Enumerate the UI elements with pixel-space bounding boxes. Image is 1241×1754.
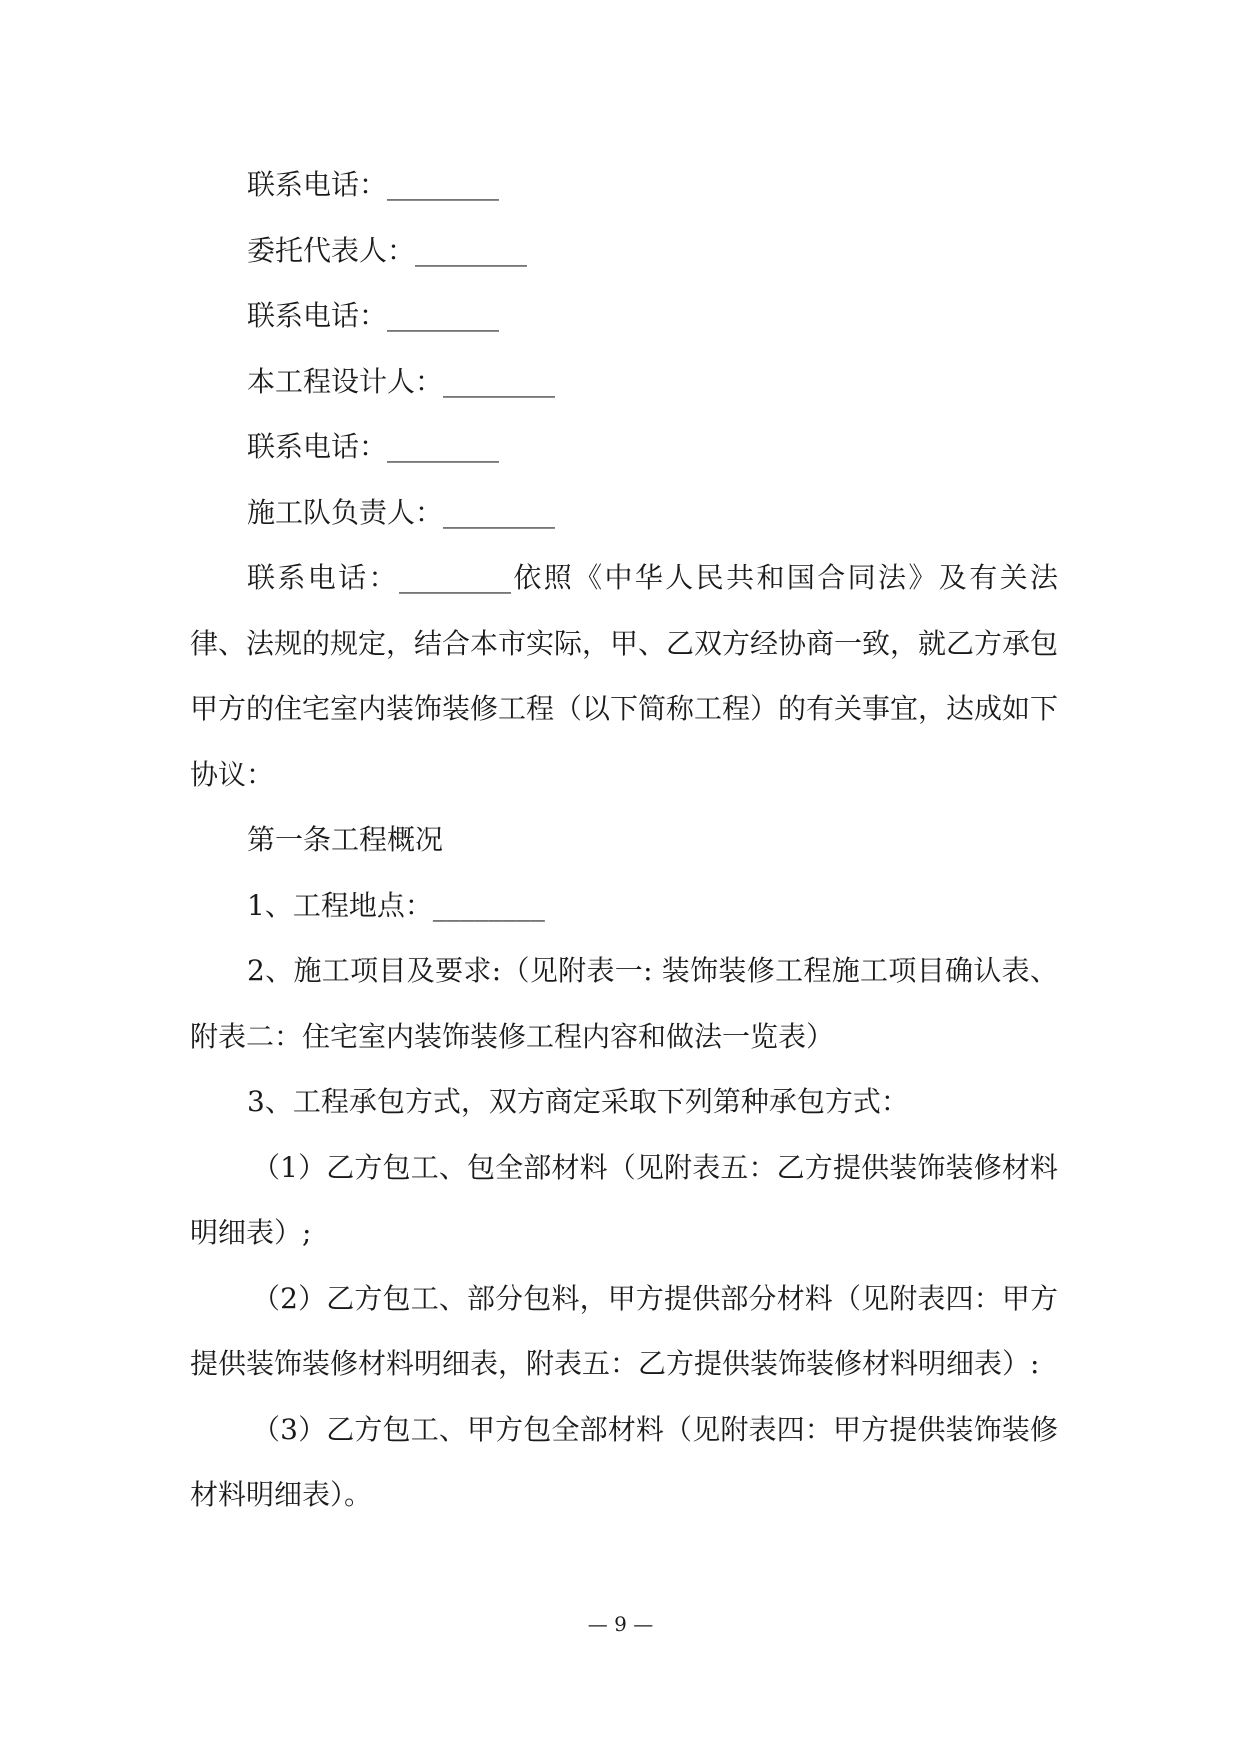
option-3: （3）乙方包工、甲方包全部材料（见附表四：甲方提供装饰装修材料明细表）。 — [190, 1412, 1058, 1511]
option-2: （2）乙方包工、部分包料，甲方提供部分材料（见附表四：甲方提供装饰装修材料明细表，附表五：乙方提供装饰装修材料明细表）: — [190, 1281, 1058, 1380]
field-team-leader — [190, 480, 1058, 546]
field-blank: ________ — [443, 364, 556, 398]
field-label: 联系电话： — [247, 168, 388, 201]
item-1-blank: ________ — [432, 888, 545, 922]
intro-blank: ________ — [398, 561, 511, 594]
item-2: 2、施工项目及要求:（见附表一: 装饰装修工程施工项目确认表、附表二：住宅室内装饰装修工程内容和做法一览表） — [190, 954, 1058, 1053]
field-label: 本工程设计人： — [247, 364, 444, 398]
item-1 — [190, 873, 1058, 939]
intro-text: 依照《中华人民共和国合同法》及有关法律、法规的规定，结合本市实际，甲、乙双方经协商一致，就乙方承包甲方的住宅室内装饰装修工程（以下简称工程）的有关事宜，达成如下协议： — [190, 561, 1059, 791]
field-designer — [190, 349, 1058, 415]
field-phone-3 — [190, 414, 1058, 480]
field-label: 联系电话： — [247, 299, 388, 332]
field-blank: ________ — [387, 430, 500, 463]
field-blank: ________ — [415, 233, 528, 267]
field-phone-1 — [190, 152, 1058, 218]
field-label: 委托代表人： — [247, 233, 416, 267]
page-number: — 9 — — [587, 1612, 654, 1636]
intro-paragraph — [190, 545, 1058, 807]
option-1: （1）乙方包工、包全部材料（见附表五：乙方提供装饰装修材料明细表）; — [190, 1150, 1058, 1249]
article-title: 第一条工程概况 — [247, 823, 444, 856]
intro-label: 联系电话： — [247, 561, 399, 594]
document-body — [190, 152, 1058, 1528]
item-1-label: 1、工程地点： — [247, 888, 433, 922]
item-3: 3、工程承包方式，双方商定采取下列第种承包方式： — [247, 1085, 909, 1118]
field-delegate — [190, 218, 1058, 284]
field-blank: ________ — [443, 495, 556, 529]
field-label: 施工队负责人： — [247, 495, 444, 529]
field-blank: ________ — [387, 299, 500, 332]
field-blank: ________ — [387, 168, 500, 201]
field-label: 联系电话： — [247, 430, 388, 463]
field-phone-2 — [190, 283, 1058, 349]
